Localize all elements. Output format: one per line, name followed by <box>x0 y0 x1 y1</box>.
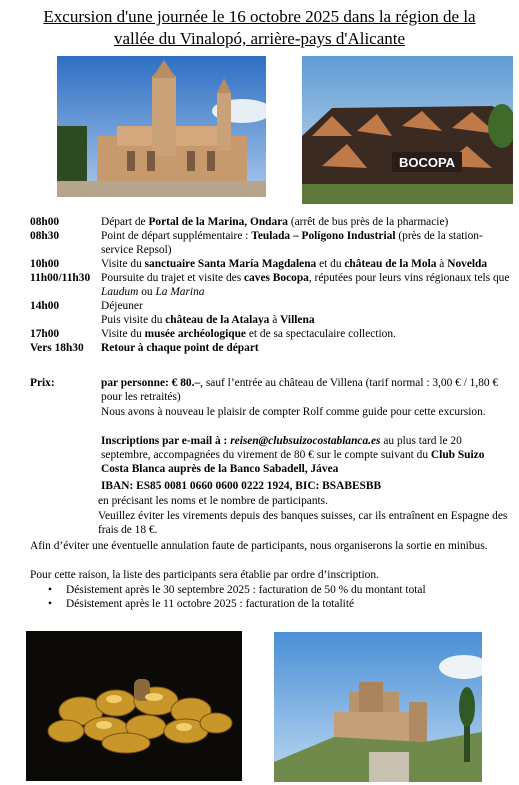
cancel-note: Afin d’éviter une éventuelle annulation faute de participants, nous organiserons la sortie en minibus. <box>30 540 488 552</box>
page-title <box>0 6 519 50</box>
guide-text: Nous avons à nouveau le plaisir de compter Rolf comme guide pour cette excursion. <box>101 406 486 418</box>
schedule-text: , réputées pour leurs vins régionaux tels que <box>308 272 510 284</box>
schedule-time: 17h00 <box>30 328 60 340</box>
schedule-description <box>101 341 512 355</box>
schedule-description <box>101 327 512 341</box>
schedule-row <box>30 299 512 313</box>
schedule-time <box>30 313 101 327</box>
schedule-text: (arrêt de bus près de la pharmacie) <box>287 216 449 228</box>
schedule-time: 14h00 <box>30 300 60 312</box>
bocopa-sign: BOCOPA <box>398 155 456 170</box>
schedule-time: 10h00 <box>30 258 60 270</box>
bullet-item: • Désistement après le 30 septembre 2025 : facturation de 50 % du montant total <box>48 584 426 596</box>
schedule-text: sanctuaire Santa María Magdalena <box>144 258 317 270</box>
schedule-description <box>101 215 512 229</box>
order-note: Pour cette raison, la liste des participants sera établie par ordre d’inscription. <box>30 569 379 581</box>
inscription-label: Inscriptions par e-mail à : <box>101 435 231 447</box>
schedule-text: Point de départ supplémentaire : <box>101 230 252 242</box>
schedule-text: Puis visite du <box>101 314 166 326</box>
schedule-text: Teulada – Polígono Industrial <box>251 230 396 242</box>
schedule-description <box>101 271 512 299</box>
schedule-row <box>30 327 512 341</box>
schedule-text: musée archéologique <box>144 328 246 340</box>
schedule-description <box>101 313 512 327</box>
schedule-text: et de sa spectaculaire collection. <box>245 328 396 340</box>
price-rest: , sauf l’entrée au château de Villena (tarif normal : 3,00 € / 1,80 € pour les retraités) <box>101 377 499 403</box>
schedule-text: Déjeuner <box>101 300 143 312</box>
schedule-text: Visite du <box>101 328 145 340</box>
inscription-text-1: au plus tard le 20 septembre, accompagnées du virement de 80 € sur le compte suivant du <box>101 435 462 461</box>
names-text: en précisant les noms et le nombre de participants. <box>98 495 328 507</box>
schedule-text: et du <box>316 258 345 270</box>
avoid-swiss-banks-text: Veuillez éviter les virements depuis des banques suisses, car ils entraînent en Espagne des frais de 18 €. <box>98 510 508 536</box>
price-amount: par personne: € 80.– <box>101 377 201 389</box>
bocopa-winery-photo <box>302 56 513 204</box>
schedule-text: caves Bocopa <box>244 272 309 284</box>
schedule-text: à <box>436 258 448 270</box>
schedule-text: Portal de la Marina, Ondara <box>148 216 288 228</box>
title-line-2: vallée du Vinalopó, arrière-pays d'Alicante <box>113 29 406 48</box>
schedule-text: (près de la station-service Repsol) <box>101 230 483 256</box>
title-line-1: Excursion d'une journée le 16 octobre 2025 dans la région de la <box>43 7 476 26</box>
price-text <box>101 376 511 404</box>
schedule-text: château de la Atalaya <box>165 314 270 326</box>
schedule-description <box>101 229 512 257</box>
schedule-row <box>30 215 512 229</box>
schedule-text: château de la Mola <box>344 258 437 270</box>
inscription-text <box>101 434 511 476</box>
inscription-email-link[interactable]: reisen@clubsuizocostablanca.es <box>230 435 381 447</box>
club-bank-name: Club Suizo Costa Blanca auprès de la Banco Sabadell, Jávea <box>101 449 485 475</box>
schedule-time: Vers 18h30 <box>30 342 84 354</box>
schedule-time: 08h30 <box>30 230 60 242</box>
sanctuary-photo <box>57 56 266 197</box>
schedule-row <box>30 271 512 299</box>
schedule-text: Novelda <box>447 258 488 270</box>
bullet-item: • Désistement après le 11 octobre 2025 : facturation de la totalité <box>48 598 355 610</box>
gold-treasure-photo <box>26 631 242 781</box>
schedule-time: 08h00 <box>30 216 60 228</box>
schedule-row <box>30 313 512 327</box>
schedule <box>30 215 512 355</box>
schedule-text: Retour à chaque point de départ <box>101 342 259 354</box>
schedule-text: Départ de <box>101 216 149 228</box>
villena-castle-photo <box>274 632 482 782</box>
schedule-description <box>101 299 512 313</box>
schedule-text: Poursuite du trajet et visite des <box>101 272 244 284</box>
schedule-text: ou <box>138 286 156 298</box>
schedule-time: 11h00/11h30 <box>30 272 91 284</box>
iban-text: IBAN: ES85 0081 0660 0600 0222 1924, BIC: BSABESBB <box>101 480 382 492</box>
bullet-list <box>48 583 508 611</box>
schedule-text: Laudum <box>101 286 139 298</box>
schedule-row <box>30 257 512 271</box>
schedule-row <box>30 341 512 355</box>
schedule-text: à <box>269 314 281 326</box>
schedule-text: Visite du <box>101 258 145 270</box>
schedule-description <box>101 257 512 271</box>
price-label: Prix: <box>30 377 55 389</box>
schedule-text: La Marina <box>155 286 205 298</box>
schedule-text: Villena <box>280 314 315 326</box>
schedule-row <box>30 229 512 257</box>
